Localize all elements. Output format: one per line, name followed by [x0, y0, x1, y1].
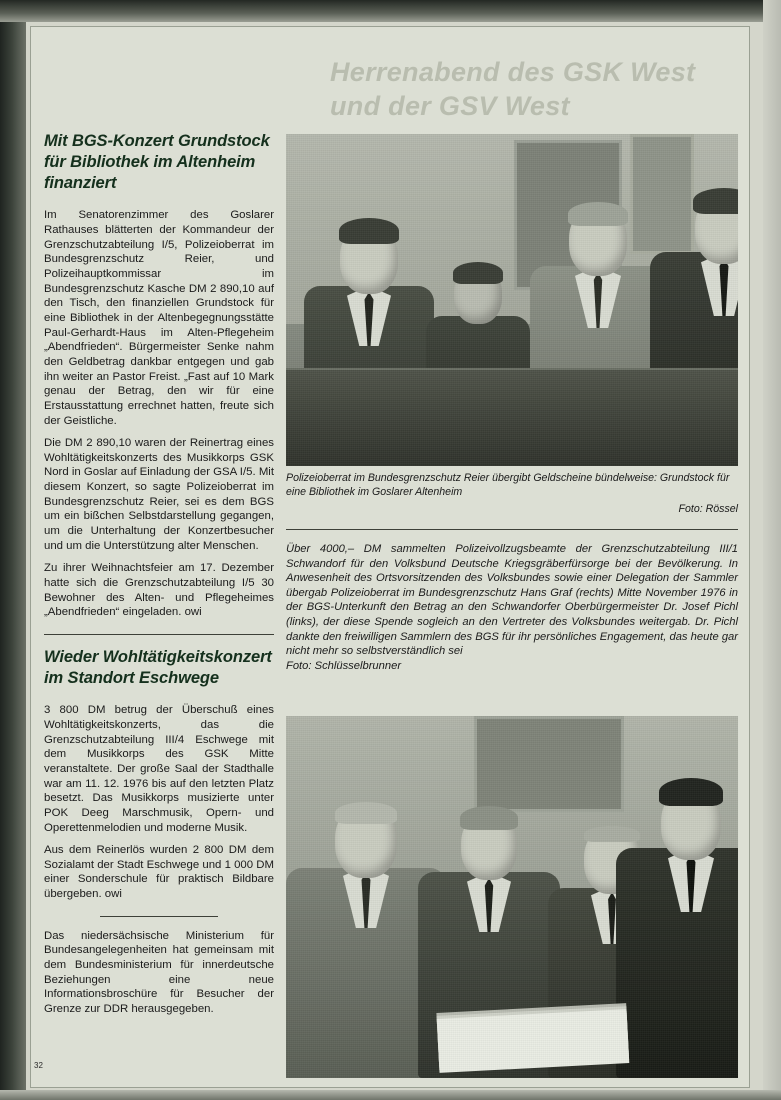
- article-paragraph: Das niedersächsische Ministerium für Bundesangelegenheiten hat gemeinsam mit dem Bundesministerium für innerdeutsche Beziehungen eine neue Informationsbroschüre für Besucher der Grenze zur DDR herausgegeben.: [44, 929, 274, 1016]
- article-paragraph: 3 800 DM betrug der Überschuß eines Wohltätigkeitskonzerts, das die Grenzschutzabteilung III/4 Eschwege mit dem Musikkorps des GSK Mitte veranstaltete. Der große Saal der Stadthalle war am 11. 12. 1976 bis auf den letzten Platz besetzt. Das Musikkorps musizierte unter POK Deeg Marschmusik, Opern- und Operettenmelodien und moderne Musik.: [44, 704, 274, 834]
- magazine-sheet: [30, 26, 750, 1088]
- article-headline-bgs-konzert: Mit BGS-Konzert Grundstock für Bibliothek im Altenheim finanziert: [44, 132, 270, 193]
- left-column: [44, 131, 274, 1017]
- article-headline-eschwege: Wieder Wohltätigkeitskonzert im Standort Eschwege: [44, 648, 272, 688]
- scan-edge-right: [763, 0, 781, 1100]
- photo-four-men-with-documents: [286, 716, 738, 1078]
- photo-1-caption: Polizeioberrat im Bundesgrenzschutz Reier übergibt Geldscheine bündelweise: Grundstock für eine Bibliothek im Goslarer Altenheim: [286, 472, 730, 499]
- scan-edge-bottom: [0, 1090, 781, 1100]
- middle-text-paragraph: Über 4000,– DM sammelten Polizeivollzugsbeamte der Grenzschutzabteilung III/1 Schwandorf für den Volksbund Deutsche Kriegsgräberfürsorge bei der Bevölkerung. In Anwesenheit des Ortsvorsitzenden des Volksbundes sowie einer Delegation der Sammler übergab Polizeioberrat im Bundesgrenzschutz Hans Graf (rechts) Mitte November 1976 in der BGS-Unterkunft den Betrag an den Schwandorfer Oberbürgermeister Dr. Josef Pichl (links), der diese Spende sogleich an den Vertreter des Volksbundes weitergab. Dr. Pichl dankte den freiwilligen Sammlern des BGS für ihr persönliches Engagement, das heute gar nicht mehr so selbstverständlich sei: [286, 543, 738, 658]
- scan-edge-left: [0, 0, 26, 1100]
- photo-1-credit: Foto: Rössel: [678, 503, 738, 516]
- photo-2-figure-man-right: [616, 758, 738, 1078]
- short-divider: [100, 916, 218, 917]
- photo-1-table: [286, 370, 738, 466]
- middle-text-block: [286, 542, 738, 673]
- article-paragraph: Im Senatorenzimmer des Goslarer Rathauses blätterten der Kommandeur der Grenzschutzabteilung I/5, Polizeioberrat im Bundesgrenzschutz Reier, und Polizeihauptkommissar im Bundesgrenzschutz Kasche DM 2 890,10 auf den Tisch, den finanziellen Grundstock für eine Bibliothek in der Altenbegegnungsstätte Paul-Gerhardt-Haus im Alten-Pflegeheim „Abendfrieden“. Bürgermeister Senke nahm den Geldbetrag dankbar entgegen und gab ihn weiter an Pastor Freist. „Fast auf 10 Mark genau der Betrag, den wir für eine Erstausstattung errechnet hatten, freute sich der Geistliche.: [44, 209, 274, 427]
- middle-block-credit: Foto: Schlüsselbrunner: [286, 659, 402, 672]
- article-paragraph: Die DM 2 890,10 waren der Reinertrag eines Wohltätigkeitskonzerts des Musikkorps GSK Nord in Goslar auf Einladung der GSA I/5. Mit diesem Konzert, so sagte Polizeioberrat im Bundesgrenzschutz Reier, sei es dem BGS um ein bißchen Selbstdarstellung gegangen, um die Unterhaltung der Konzertbesucher und um die Unterstützung alter Menschen.: [44, 437, 274, 552]
- section-divider: [44, 634, 274, 635]
- section-divider: [286, 529, 738, 530]
- bleed-through-headline: Herrenabend des GSK West und der GSV West: [330, 57, 696, 121]
- article-paragraph: Zu ihrer Weihnachtsfeier am 17. Dezember hatte sich die Grenzschutzabteilung I/5 30 Bewohner des Alten- und Pflegeheimes „Abendfrieden“ eingeladen. owi: [44, 562, 274, 619]
- photo-men-at-table-with-banknotes: [286, 134, 738, 466]
- page-number: 32: [34, 1061, 43, 1070]
- scan-edge-top: [0, 0, 781, 22]
- article-paragraph: Aus dem Reinerlös wurden 2 800 DM dem Sozialamt der Stadt Eschwege und 1 000 DM einer Sonderschule für praktisch Bildbare übergeben. owi: [44, 844, 274, 901]
- photo-2-documents: [437, 1009, 630, 1073]
